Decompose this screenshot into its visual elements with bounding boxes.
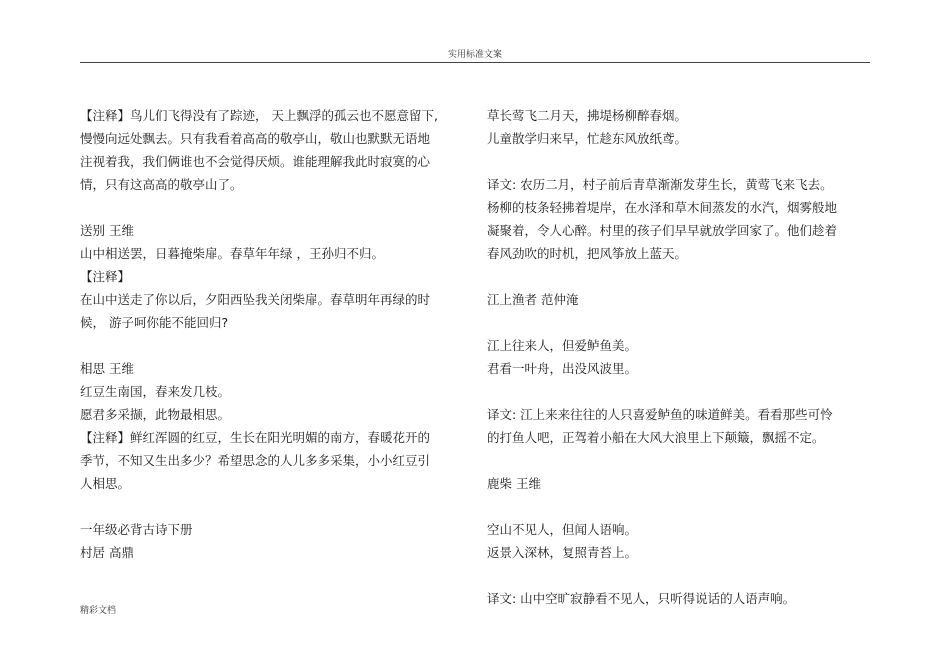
left-text-line: 候， 游子呵你能不能回归? (80, 315, 229, 330)
right-spacer (487, 265, 867, 288)
left-text-line: 【注释】鸟儿们飞得没有了踪迹， 天上飘浮的孤云也不愿意留下, (80, 108, 438, 123)
left-text-line: 红豆生南国，春来发几枝。 (80, 384, 231, 399)
right-text-line: 鹿柴 王维 (487, 476, 541, 491)
right-text-line: 江上往来人，但爱鲈鱼美。 (487, 338, 638, 353)
left-text-line: 在山中送走了你以后，夕阳西坠我关闭柴扉。春草明年再绿的时 (80, 292, 431, 307)
left-column (80, 104, 460, 564)
left-text-line: 人相思。 (80, 476, 131, 491)
page-footer: 精彩文档 (80, 606, 117, 616)
left-text-line: 注视着我，我们俩谁也不会觉得厌烦。谁能理解我此时寂寞的心 (80, 154, 431, 169)
right-text-line: 译文: 农历二月，村子前后青草渐渐发芽生长，黄莺飞来飞去。 (487, 177, 833, 192)
right-spacer (487, 380, 867, 403)
right-text-line: 儿童散学归来早，忙趁东风放纸鸢。 (487, 131, 688, 146)
right-text-line: 凝聚着，令人心醉。村里的孩子们早早就放学回家了。他们趁着 (487, 223, 838, 238)
left-text-line: 愿君多采撷，此物最相思。 (80, 407, 231, 422)
right-spacer (487, 495, 867, 518)
right-spacer (487, 449, 867, 472)
right-column (487, 104, 867, 610)
right-text-line: 杨柳的枝条轻拂着堤岸，在水泽和草木间蒸发的水汽，烟雾般地 (487, 200, 838, 215)
left-text-line: 情，只有这高高的敬亭山了。 (80, 177, 243, 192)
right-text-line: 返景入深林，复照青苔上。 (487, 545, 638, 560)
right-text-line: 春风劲吹的时机，把风筝放上蓝天。 (487, 246, 688, 261)
right-text-line: 君看一叶舟，出没风波里。 (487, 361, 638, 376)
right-spacer (487, 150, 867, 173)
right-text-line: 译文: 江上来来往往的人只喜爱鲈鱼的味道鲜美。看看那些可怜 (487, 407, 833, 422)
right-text-line: 空山不见人，但闻人语响。 (487, 522, 638, 537)
left-spacer (80, 196, 460, 219)
right-text-line: 草长莺飞二月天，拂堤杨柳醉春烟。 (487, 108, 688, 123)
left-text-line: 送别 王维 (80, 223, 134, 238)
left-spacer (80, 495, 460, 518)
right-text-line: 江上渔者 范仲淹 (487, 292, 579, 307)
page-header: 实用标准文案 (447, 50, 502, 60)
left-text-line: 山中相送罢，日暮掩柴扉。春草年年绿 ，王孙归不归。 (80, 246, 384, 261)
left-text-line: 慢慢向远处飘去。只有我看着高高的敬亭山，敬山也默默无语地 (80, 131, 431, 146)
header-rule (80, 62, 870, 63)
left-spacer (80, 334, 460, 357)
right-spacer (487, 311, 867, 334)
right-text-line: 译文: 山中空旷寂静看不见人，只听得说话的人语声响。 (487, 591, 796, 606)
left-text-line: 相思 王维 (80, 361, 134, 376)
left-text-line: 【注释】 (80, 269, 131, 284)
right-spacer (487, 564, 867, 587)
left-text-line: 村居 高鼎 (80, 545, 134, 560)
left-text-line: 【注释】鲜红浑圆的红豆，生长在阳光明媚的南方，春暖花开的 (80, 430, 431, 445)
left-text-line: 季节，不知又生出多少？希望思念的人儿多多采集，小小红豆引 (80, 453, 431, 468)
left-text-line: 一年级必背古诗下册 (80, 522, 193, 537)
right-text-line: 的打鱼人吧，正驾着小船在大风大浪里上下颠簸，飘摇不定。 (487, 430, 825, 445)
